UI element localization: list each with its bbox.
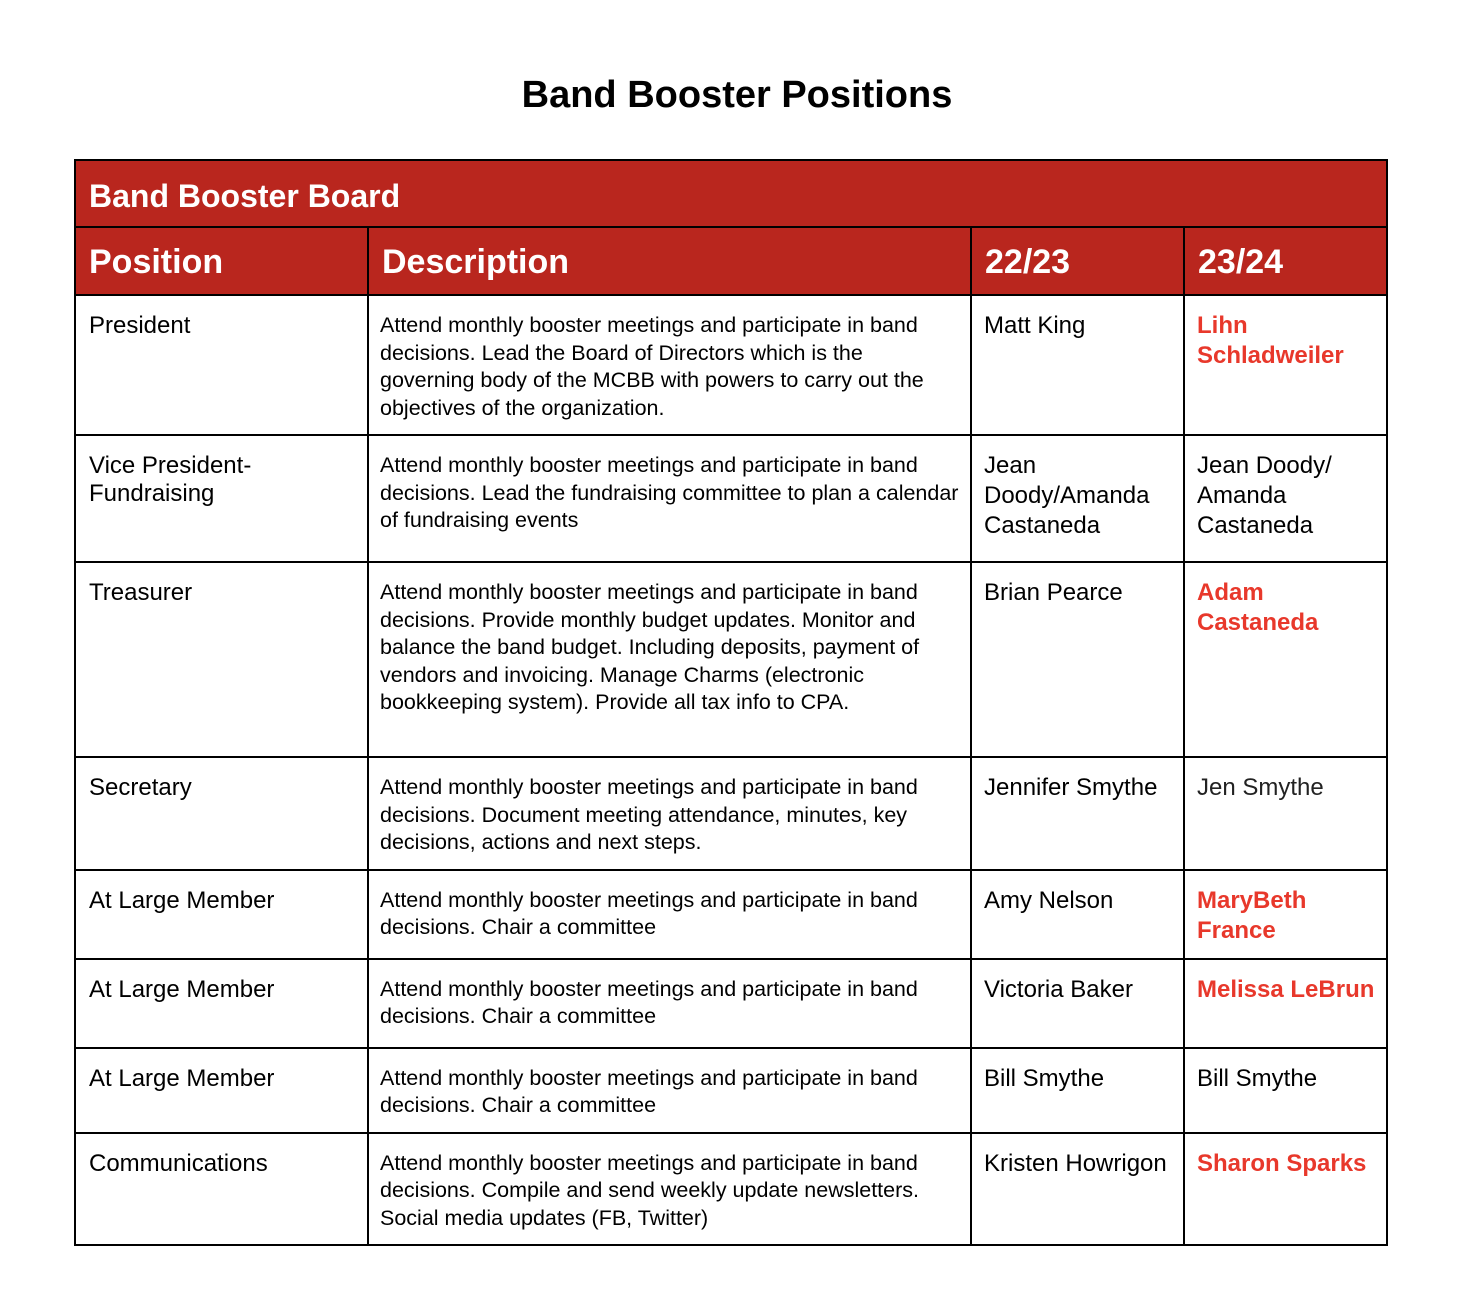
table-row — [75, 757, 1387, 870]
position-cell: Treasurer — [75, 562, 368, 757]
column-header-2324: 23/24 — [1184, 227, 1387, 295]
position-cell: President — [75, 295, 368, 435]
position-cell: At Large Member — [75, 959, 368, 1048]
position-cell: At Large Member — [75, 1048, 368, 1133]
holder-2324-cell: Bill Smythe — [1184, 1048, 1387, 1133]
description-cell: Attend monthly booster meetings and participate in band decisions. Provide monthly budget updates. Monitor and balance the band budget. Including deposits, payment of vendors and invoicing. Manage Charms (electronic bookkeeping system). Provide all tax info to CPA. — [368, 562, 971, 757]
position-cell: At Large Member — [75, 870, 368, 959]
column-header-description: Description — [368, 227, 971, 295]
holder-2324-cell: Jean Doody/ Amanda Castaneda — [1184, 435, 1387, 562]
description-cell: Attend monthly booster meetings and participate in band decisions. Lead the Board of Directors which is the governing body of the MCBB with powers to carry out the objectives of the organization. — [368, 295, 971, 435]
description-cell: Attend monthly booster meetings and participate in band decisions. Chair a committee — [368, 870, 971, 959]
description-cell: Attend monthly booster meetings and participate in band decisions. Document meeting attendance, minutes, key decisions, actions and next steps. — [368, 757, 971, 870]
holder-2324-cell: Melissa LeBrun — [1184, 959, 1387, 1048]
band-booster-board-table — [74, 159, 1388, 1246]
description-cell: Attend monthly booster meetings and participate in band decisions. Compile and send weekly update newsletters. Social media updates (FB, Twitter) — [368, 1133, 971, 1246]
description-cell: Attend monthly booster meetings and participate in band decisions. Chair a committee — [368, 1048, 971, 1133]
page-title: Band Booster Positions — [521, 74, 953, 116]
holder-2324-cell: Jen Smythe — [1184, 757, 1387, 870]
holder-2223-cell: Bill Smythe — [971, 1048, 1184, 1133]
holder-2324-cell: Lihn Schladweiler — [1184, 295, 1387, 435]
holder-2223-cell: Matt King — [971, 295, 1184, 435]
holder-2223-cell: Victoria Baker — [971, 959, 1184, 1048]
table-row — [75, 870, 1387, 959]
column-header-2223: 22/23 — [971, 227, 1184, 295]
holder-2223-cell: Jean Doody/Amanda Castaneda — [971, 435, 1184, 562]
holder-2223-cell: Brian Pearce — [971, 562, 1184, 757]
description-cell: Attend monthly booster meetings and participate in band decisions. Chair a committee — [368, 959, 971, 1048]
position-cell: Vice President-Fundraising — [75, 435, 368, 562]
table-header-row — [75, 227, 1387, 295]
description-cell: Attend monthly booster meetings and participate in band decisions. Lead the fundraising committee to plan a calendar of fundraising events — [368, 435, 971, 562]
holder-2223-cell: Amy Nelson — [971, 870, 1184, 959]
holder-2324-cell: MaryBeth France — [1184, 870, 1387, 959]
holder-2223-cell: Kristen Howrigon — [971, 1133, 1184, 1246]
table-row — [75, 1133, 1387, 1246]
column-header-position: Position — [75, 227, 368, 295]
table-title: Band Booster Board — [75, 160, 1387, 227]
holder-2223-cell: Jennifer Smythe — [971, 757, 1184, 870]
table-row — [75, 1048, 1387, 1133]
table-row — [75, 295, 1387, 435]
position-cell: Secretary — [75, 757, 368, 870]
table-row — [75, 562, 1387, 757]
table-row — [75, 959, 1387, 1048]
holder-2324-cell: Sharon Sparks — [1184, 1133, 1387, 1246]
position-cell: Communications — [75, 1133, 368, 1246]
holder-2324-cell: Adam Castaneda — [1184, 562, 1387, 757]
table-row — [75, 435, 1387, 562]
table-title-row — [75, 160, 1387, 227]
